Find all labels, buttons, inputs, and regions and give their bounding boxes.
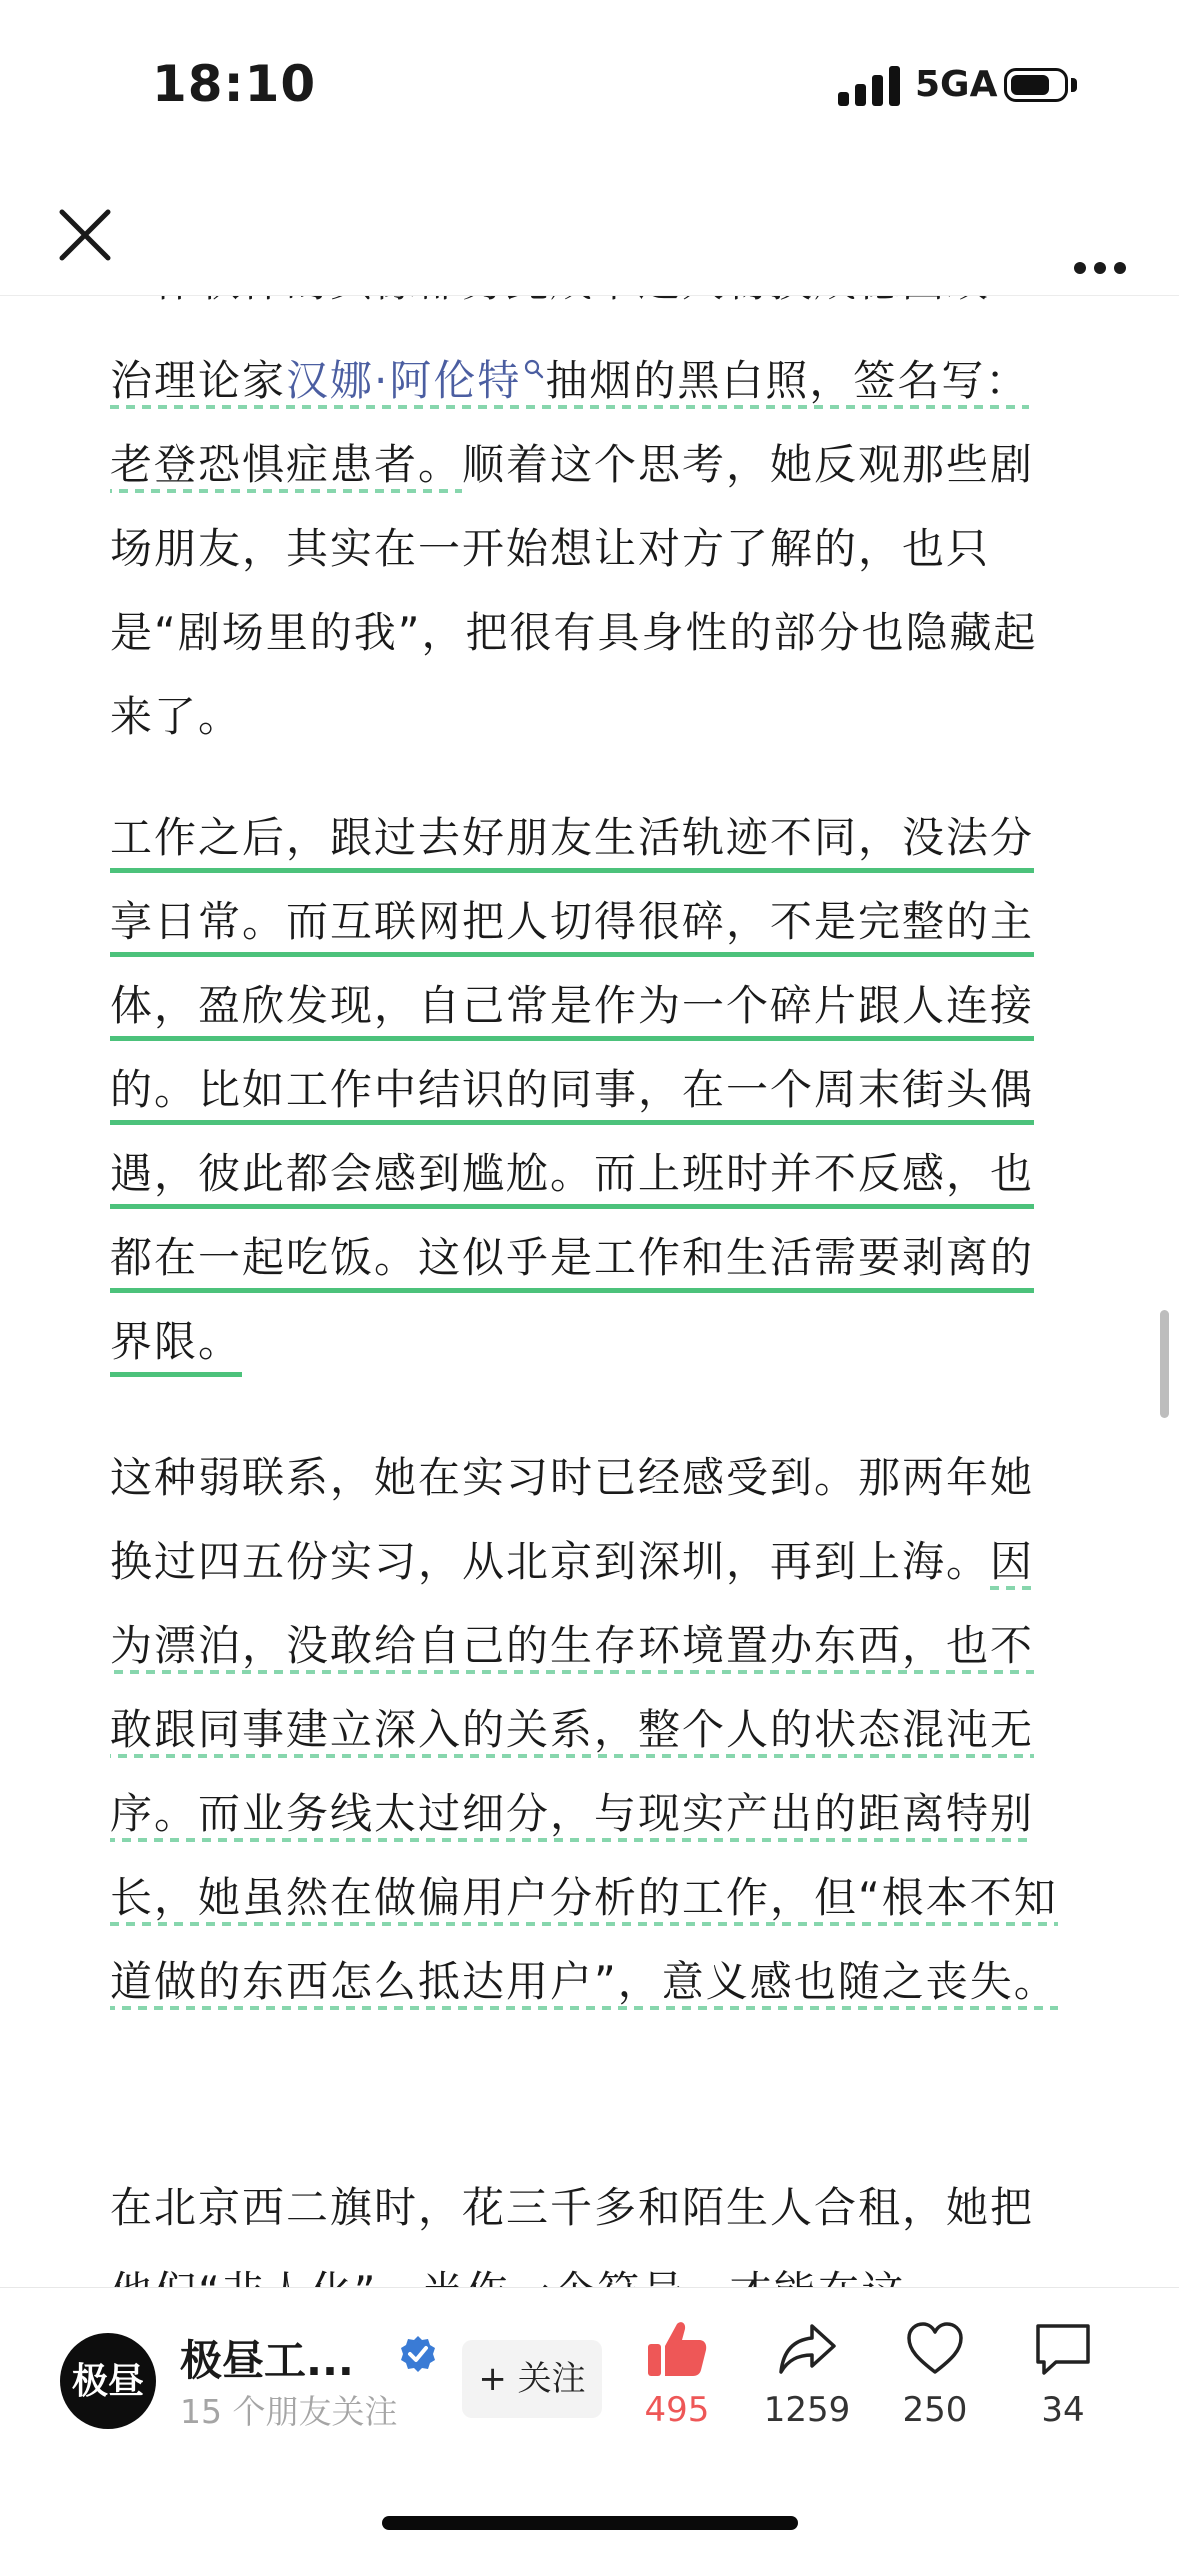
more-icon: [1050, 190, 1150, 280]
paragraph-3: 这种弱联系，她在实习时已经感受到。那两年她换过四五份实习，从北京到深圳，再到上海。因为漂泊，没敢给自己的生存环境置办东西，也不敢跟同事建立深入的关系，整个人的状态混沌无序。而业务线太过细分，与现实产出的距离特别长，她虽然在做偏用户分析的工作，但“根本不知道做的东西怎么抵达用户”，意义感也随之丧失。: [110, 1436, 1070, 2024]
comment-bubble-icon: [1032, 2318, 1094, 2380]
account-name[interactable]: 极昼工...: [180, 2336, 354, 2385]
battery-icon: [1004, 68, 1068, 102]
like-count: 495: [644, 2390, 710, 2430]
article-body[interactable]: [0, 296, 1179, 2286]
friends-following: 15 个朋友关注: [180, 2392, 398, 2431]
close-button[interactable]: [40, 190, 130, 280]
signal-icon: [838, 64, 900, 106]
follow-button[interactable]: + 关注: [462, 2340, 602, 2418]
nav-bar: [0, 150, 1179, 296]
account-avatar[interactable]: [60, 2333, 156, 2429]
thumbs-up-icon: [645, 2318, 709, 2380]
share-count: 1259: [763, 2390, 851, 2430]
heart-icon: [904, 2318, 966, 2380]
status-bar: [0, 0, 1179, 150]
scroll-indicator[interactable]: [1160, 1310, 1169, 1418]
paragraph-1: 治理论家汉娜·阿伦特 抽烟的黑白照，签名写：老登恐惧症患者。顺着这个思考，她反观那些剧场朋友，其实在一开始想让对方了解的，也只是“剧场里的我”，把很有具身性的部分也隐藏起来了。: [110, 324, 1070, 759]
highlight-dashed-2[interactable]: 因为漂泊，没敢给自己的生存环境置办东西，也不敢跟同事建立深入的关系，整个人的状态混沌无序。而业务线太过细分，与现实产出的距离特别长，她虽然在做偏用户分析的工作，但“根本不知道做的东西怎么抵达用户”，意义感也随之丧失。: [110, 1537, 1058, 2010]
highlight-solid[interactable]: 工作之后，跟过去好朋友生活轨迹不同，没法分享日常。而互联网把人切得很碎，不是完整的主体，盈欣发现，自己常是作为一个碎片跟人连接的。比如工作中结识的同事，在一个周末街头偶遇，彼此都会感到尴尬。而上班时并不反感，也都在一起吃饭。这似乎是工作和生活需要剥离的界限。: [110, 813, 1034, 1377]
avatar-logo: 极昼: [71, 2360, 144, 2402]
share-button[interactable]: [752, 2318, 862, 2430]
share-arrow-icon: [776, 2318, 838, 2380]
like-button[interactable]: [622, 2318, 732, 2430]
more-button[interactable]: [1050, 190, 1150, 280]
battery-cap: [1071, 78, 1077, 92]
home-indicator[interactable]: [382, 2516, 798, 2530]
paragraph-4: 在北京西二旗时，花三千多和陌生人合租，她把: [110, 2183, 1035, 2232]
network-type: 5GA: [915, 64, 998, 105]
bottom-action-bar: [0, 2287, 1179, 2557]
search-icon[interactable]: [523, 324, 545, 346]
verified-badge-icon: [398, 2334, 438, 2374]
close-icon: [40, 190, 130, 280]
status-time: 18:10: [152, 55, 317, 113]
favorite-button[interactable]: [880, 2318, 990, 2430]
entity-link[interactable]: 汉娜·阿伦特: [286, 356, 522, 405]
highlight-dashed[interactable]: 治理论家汉娜·阿伦特 抽烟的黑白照，签名写：老登恐惧症患者。: [110, 356, 1029, 493]
comment-count: 34: [1041, 2390, 1085, 2430]
comment-button[interactable]: [1008, 2318, 1118, 2430]
favorite-count: 250: [902, 2390, 968, 2430]
paragraph-2: [110, 796, 1070, 1384]
